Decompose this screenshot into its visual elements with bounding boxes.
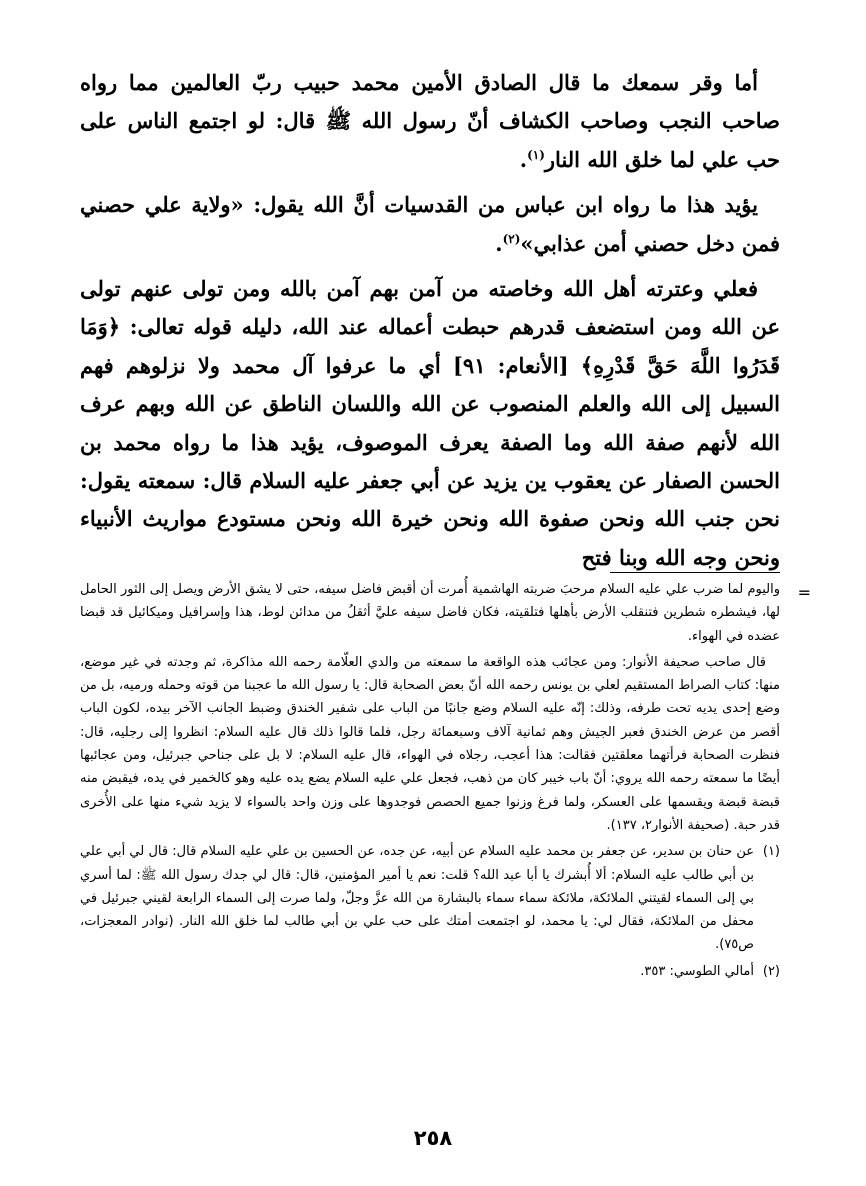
footnote-ref-1: (١) bbox=[527, 147, 545, 162]
footnote-continuation-mark: = bbox=[797, 583, 811, 602]
main-text bbox=[80, 64, 780, 584]
footnotes-section bbox=[80, 578, 780, 986]
footnote-continued-2: قال صاحب صحيفة الأنوار: ومن عجائب هذه الواقعة ما سمعته من والدي العلّامة رحمه الله مذاكرة، ثم وجدته في غير موضع، منها: كتاب الصراط المستقيم لعلي بن يونس رحمه الله أنّ بعض الصحابة قال: يا رسول الله ما عجبنا من قوته وحمله ورميه، بل من وضع إحدى يديه تحت طرفه، وذلك: إنّه عليه السلام وضع جانبًا من الباب على شفير الخندق وضبط الجانب الآخر بيده، لكون الباب أقصر من عرض الخندق فعبر الجيش وهم ثمانية آلاف وسبعمائة رجل، فلما قالوا ذلك قال عليه السلام: انظروا إلى رجليه، قال: فنظرت الصحابة فرأتهما معلقتين فقالت: هذا أعجب، رجلاه في الهواء، قال عليه السلام: لا بل على جناحي جبرئيل، ومن عجائبها أيضًا ما سمعته رحمه الله يروي: أنّ باب خيبر كان من ذهب، فجعل علي عليه السلام يضع يده عليه وهو كالخمير في يده، فيقبض منه قبضة قبضة ويقسمها على العسكر، ولما فرغ وزنوا جميع الحصص فوجدوها على وزن واحد بالسواء لا يزيد شيء منها على الأُخرى قدر حبة. (صحيفة الأنوار٢، ١٣٧). bbox=[80, 654, 780, 833]
footnote-1 bbox=[80, 840, 780, 956]
paragraph-3: فعلي وعترته أهل الله وخاصته من آمن بهم آمن بالله ومن تولى عنهم تولى عن الله ومن استضعف قدرهم حبطت أعماله عند الله، دليله قوله تعالى: ﴿وَمَا قَدَرُوا اللَّهَ حَقَّ قَدْرِهِ﴾ [الأنعام: ٩١] أي ما عرفوا آل محمد ولا نزلوهم فهم السبيل إلى الله والعلم المنصوب عن الله واللسان الناطق عن الله وبهم عرف الله لأنهم صفة الله وما الصفة يعرف الموصوف، يؤيد هذا ما رواه محمد بن الحسن الصفار عن يعقوب ين يزيد عن أبي جعفر عليه السلام قال: سمعته يقول: نحن جنب الله ونحن صفوة الله ونحن خيرة الله ونحن مستودع مواريث الأنبياء ونحن وجه الله وبنا فتح bbox=[80, 276, 780, 570]
paragraph-1-text: أما وقر سمعك ما قال الصادق الأمين محمد حبيب ربّ العالمين مما رواه صاحب النجب وصاحب الكشاف أنّ رسول الله ﷺ قال: لو اجتمع الناس على حب علي لما خلق الله النار bbox=[80, 70, 780, 172]
footnote-1-text: عن حنان بن سدير، عن جعفر بن محمد عليه السلام عن أبيه، عن جده، عن الحسين بن علي عليه السلام قال: قال لي أبي علي بن أبي طالب عليه السلام: ألا أُبشرك يا أبا عبد الله؟ قلت: نعم يا أمير المؤمنين، قال: قال لي جدك رسول الله ﷺ: لما أسري بي إلى السماء لقيتني الملائكة، ملائكة سماء سماء بالبشارة من الله عزَّ وجلّ، ولما صرت إلى السماء الرابعة لقيني جبرئيل في محفل من الملائكة، فقال لي: يا محمد، لو اجتمعت أمتك على حب علي بن أبي طالب لما خلق الله النار. (نوادر المعجزات، ص٧٥). bbox=[80, 844, 754, 953]
footnote-continued-1: واليوم لما ضرب علي عليه السلام مرحبَ ضربته الهاشمية أُمرت أن أقبض فاضل سيفه، حتى لا يشق الأرض ويصل إلى الثور الحامل لها، فيشطره شطرين فتنقلب الأرض بأهلها فتلقيته، فكان فاضل سيفه عليَّ أثقلُ من مدائن لوط، هذا وإسرافيل وميكائيل قد قبضا عضده في الهواء. bbox=[80, 582, 780, 644]
footnote-2-number: (٢) bbox=[762, 963, 780, 979]
footnote-2 bbox=[80, 960, 780, 983]
paragraph-2-text: يؤيد هذا ما رواه ابن عباس من القدسيات أنَّ الله يقول: «ولاية علي حصني فمن دخل حصني أمن عذابي» bbox=[80, 192, 780, 256]
footnote-1-number: (١) bbox=[762, 844, 780, 860]
footnote-divider bbox=[610, 572, 780, 573]
paragraph-2: يؤيد هذا ما رواه ابن عباس من القدسيات أنَّ الله يقول: «ولاية علي حصني فمن دخل حصني أمن عذابي»$^{(٢)}$. bbox=[80, 192, 780, 256]
paragraph-1: أما وقر سمعك ما قال الصادق الأمين محمد حبيب ربّ العالمين مما رواه صاحب النجب وصاحب الكشاف أنّ رسول الله ﷺ قال: لو اجتمع الناس على حب علي لما خلق الله النار$^{(١)}$. bbox=[80, 70, 780, 172]
footnote-2-text: أمالي الطوسي: ٣٥٣. bbox=[640, 963, 754, 979]
footnote-ref-2: (٢) bbox=[502, 231, 521, 246]
page-number: ٢٥٨ bbox=[413, 1126, 453, 1150]
